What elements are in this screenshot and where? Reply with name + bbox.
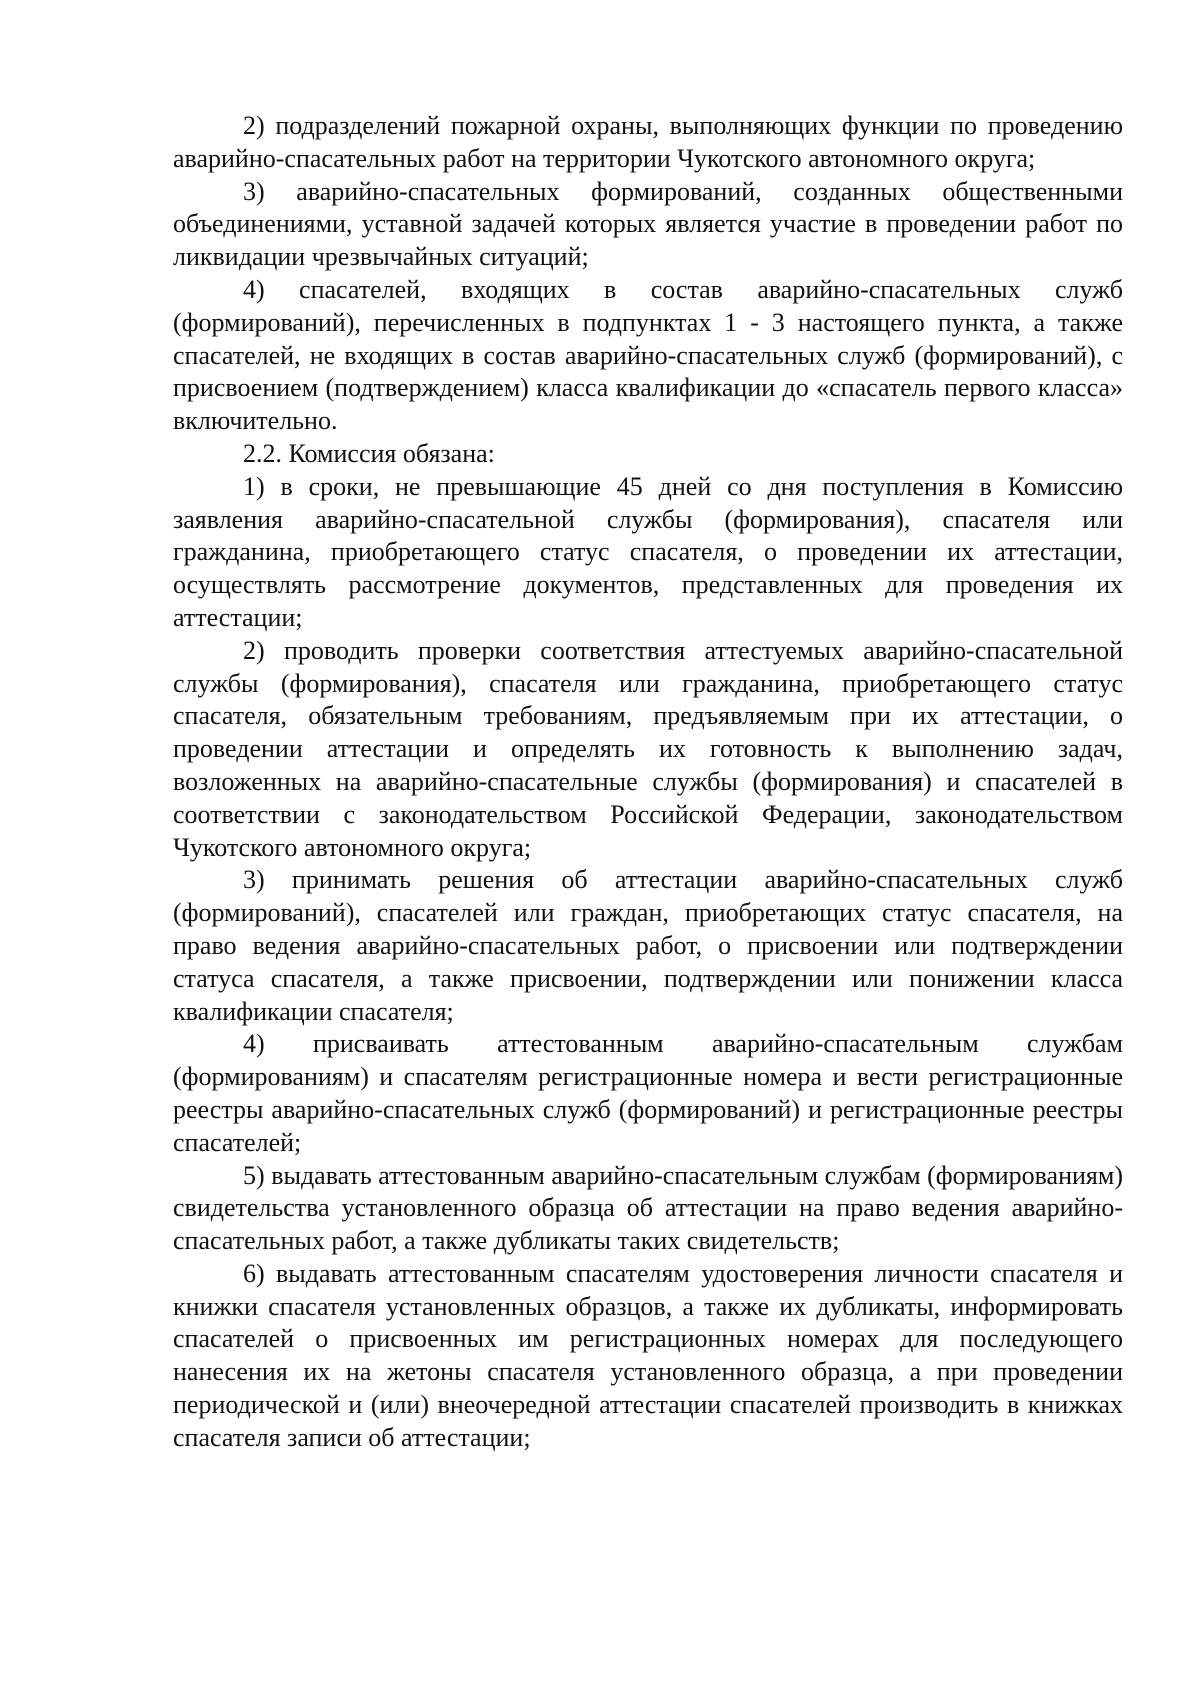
document-page [173,110,1123,1455]
duty-item-5: 5) выдавать аттестованным аварийно-спасательным службам (формированиям) свидетельства установленного образца об аттестации на право ведения аварийно-спасательных работ, а также дубликаты таких свидетельств; [173,1160,1123,1256]
paragraph-item-4-rescuers: 4) спасателей, входящих в состав аварийно-спасательных служб (формирований), перечисленных в подпунктах 1 - 3 настоящего пункта, а также спасателей, не входящих в состав аварийно-спасательных служб (формирований), с присвоением (подтверждением) класса квалификации до «спасатель первого класса» включительно. [173,274,1123,436]
section-heading-2-2: 2.2. Комиссия обязана: [243,438,495,468]
duty-item-1: 1) в сроки, не превышающие 45 дней со дня поступления в Комиссию заявления аварийно-спасательной службы (формирования), спасателя или гражданина, приобретающего статус спасателя, о проведении их аттестации, осуществлять рассмотрение документов, представленных для проведения их аттестации; [173,471,1123,632]
duty-item-6: 6) выдавать аттестованным спасателям удостоверения личности спасателя и книжки спасателя установленных образцов, а также их дубликаты, информировать спасателей о присвоенных им регистрационных номерах для последующего нанесения их на жетоны спасателя установленного образца, а при проведении периодической и (или) внеочередной аттестации спасателей производить в книжках спасателя записи об аттестации; [173,1258,1123,1452]
paragraph-item-3-public-formations: 3) аварийно-спасательных формирований, созданных общественными объединениями, уставной задачей которых является участие в проведении работ по ликвидации чрезвычайных ситуаций; [173,176,1123,272]
duty-item-4: 4) присваивать аттестованным аварийно-спасательным службам (формированиям) и спасателям регистрационные номера и вести регистрационные реестры аварийно-спасательных служб (формирований) и регистрационные реестры спасателей; [173,1029,1123,1157]
paragraph-item-2-fire-units: 2) подразделений пожарной охраны, выполняющих функции по проведению аварийно-спасательных работ на территории Чукотского автономного округа; [173,111,1123,173]
duty-item-3: 3) принимать решения об аттестации аварийно-спасательных служб (формирований), спасателей или граждан, приобретающих статус спасателя, на право ведения аварийно-спасательных работ, о присвоении или подтверждении статуса спасателя, а также присвоении, подтверждении или понижении класса квалификации спасателя; [173,865,1123,1026]
duty-item-2: 2) проводить проверки соответствия аттестуемых аварийно-спасательной службы (формирования), спасателя или гражданина, приобретающего статус спасателя, обязательным требованиям, предъявляемым при их аттестации, о проведении аттестации и определять их готовность к выполнению задач, возложенных на аварийно-спасательные службы (формирования) и спасателей в соответствии с законодательством Российской Федерации, законодательством Чукотского автономного округа; [173,635,1123,862]
